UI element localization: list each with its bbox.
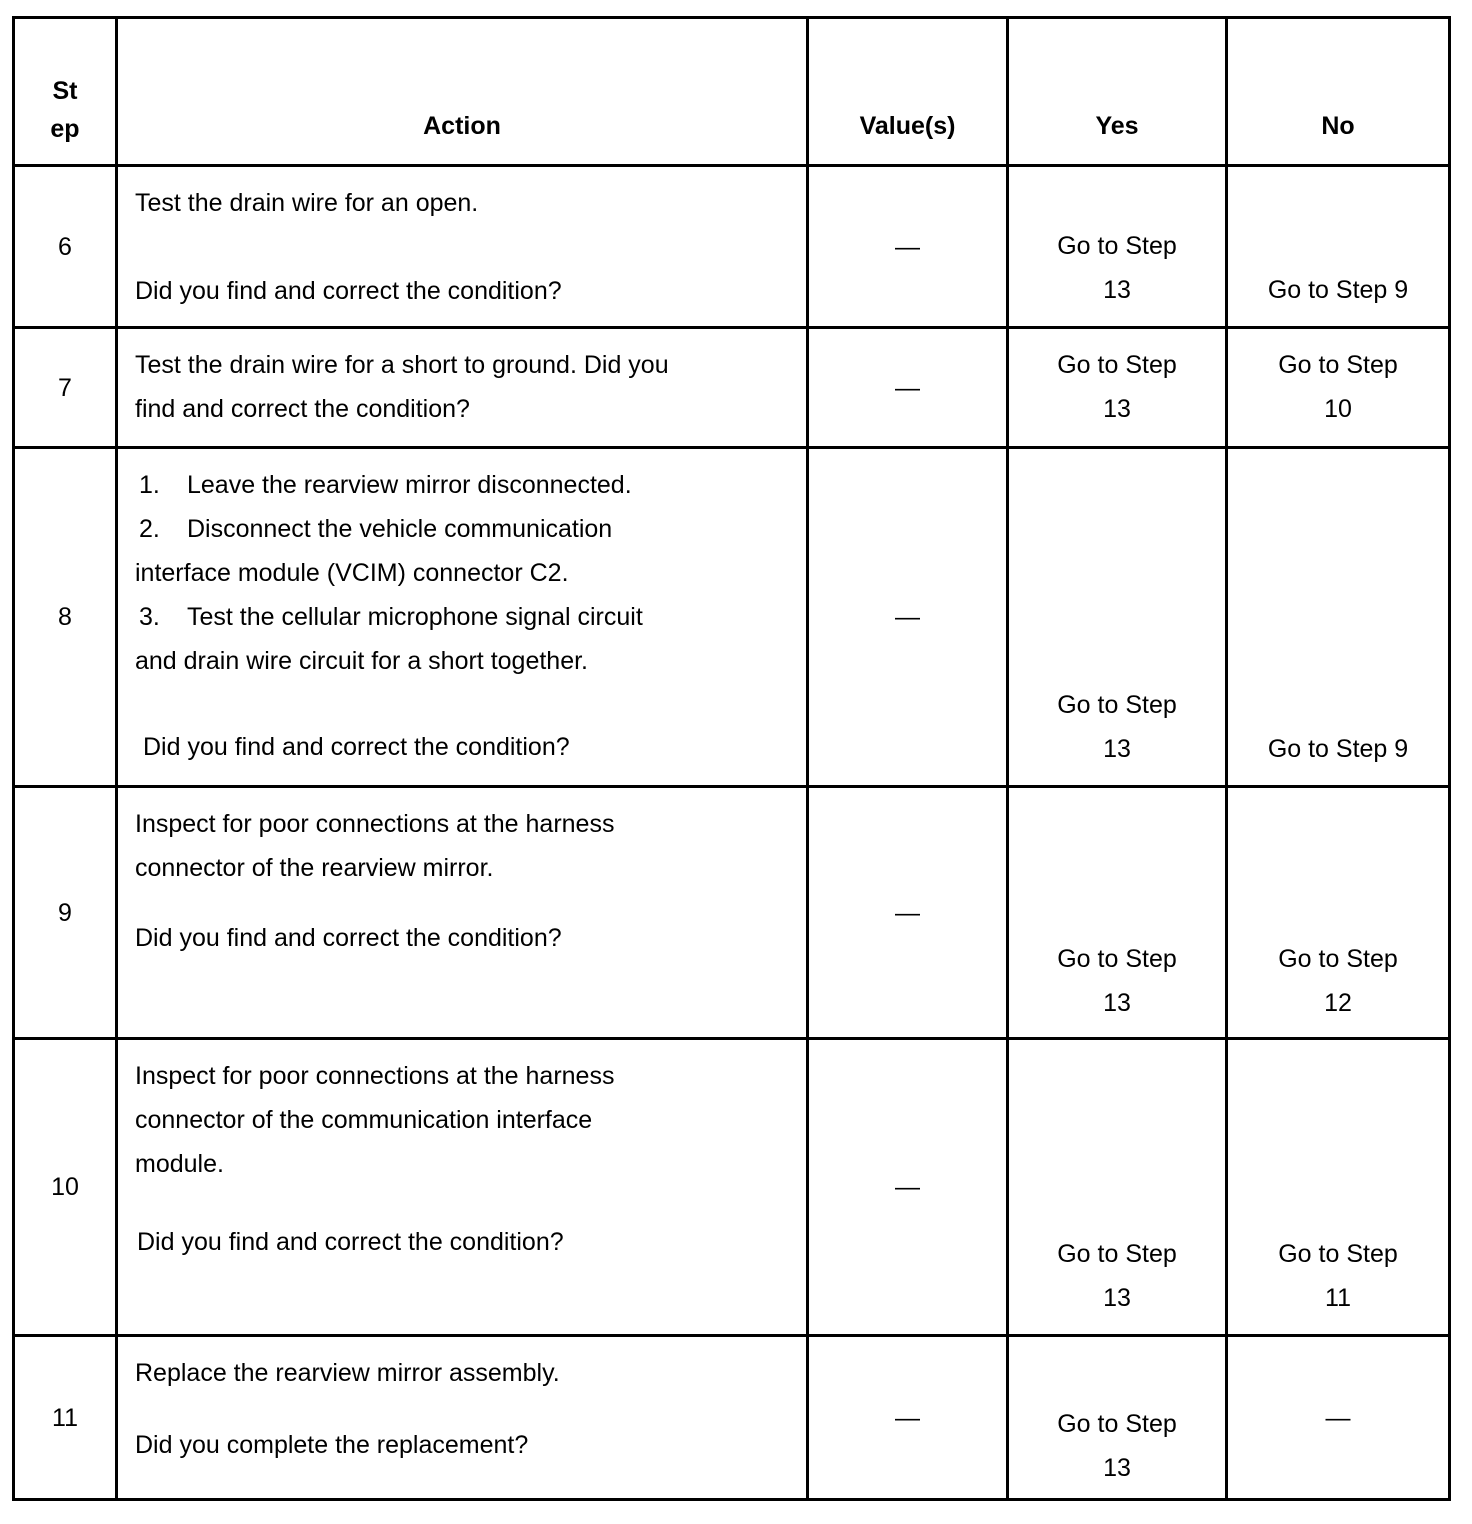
header-step: St ep <box>14 18 117 166</box>
table-row <box>14 1039 1450 1336</box>
action-cell: 1. Leave the rearview mirror disconnected. 2. Disconnect the vehicle communication interface module (VCIM) connector C2. 3. Test the cellular microphone signal circuit and drain wire circuit for a short together. Did you find and correct the condition? <box>117 448 808 787</box>
list-item: 2. Disconnect the vehicle communication <box>139 515 613 543</box>
value-cell: — <box>808 1039 1008 1336</box>
action-cell: Inspect for poor connections at the harness connector of the rearview mirror. Did you find and correct the condition? <box>117 787 808 1039</box>
no-cell: Go to Step 9 <box>1227 448 1450 787</box>
step-number: 9 <box>14 787 117 1039</box>
list-item: 1. Leave the rearview mirror disconnected. <box>139 471 632 499</box>
value-cell: — <box>808 448 1008 787</box>
table-row <box>14 787 1450 1039</box>
header-row <box>14 18 1450 166</box>
step-number: 6 <box>14 166 117 328</box>
value-cell: — <box>808 787 1008 1039</box>
table-row <box>14 448 1450 787</box>
yes-cell: Go to Step 13 <box>1008 448 1227 787</box>
action-cell: Inspect for poor connections at the harness connector of the communication interface module. Did you find and correct the condition? <box>117 1039 808 1336</box>
value-cell: — <box>808 328 1008 448</box>
header-action: Action <box>117 18 808 166</box>
header-yes: Yes <box>1008 18 1227 166</box>
action-cell: Replace the rearview mirror assembly. Did you complete the replacement? <box>117 1336 808 1500</box>
no-cell: — <box>1227 1336 1450 1500</box>
yes-cell: Go to Step 13 <box>1008 1039 1227 1336</box>
yes-cell: Go to Step 13 <box>1008 166 1227 328</box>
yes-cell: Go to Step 13 <box>1008 1336 1227 1500</box>
table-row <box>14 166 1450 328</box>
list-item: 3. Test the cellular microphone signal circuit <box>139 603 643 631</box>
step-number: 7 <box>14 328 117 448</box>
table-row <box>14 1336 1450 1500</box>
value-cell: — <box>808 166 1008 328</box>
step-number: 10 <box>14 1039 117 1336</box>
yes-cell: Go to Step 13 <box>1008 787 1227 1039</box>
diagnostic-table <box>12 16 1451 1501</box>
value-cell: — <box>808 1336 1008 1500</box>
yes-cell: Go to Step 13 <box>1008 328 1227 448</box>
action-cell: Test the drain wire for an open. Did you find and correct the condition? <box>117 166 808 328</box>
header-no: No <box>1227 18 1450 166</box>
no-cell: Go to Step 11 <box>1227 1039 1450 1336</box>
action-cell: Test the drain wire for a short to ground. Did you find and correct the condition? <box>117 328 808 448</box>
no-cell: Go to Step 12 <box>1227 787 1450 1039</box>
step-number: 8 <box>14 448 117 787</box>
no-cell: Go to Step 9 <box>1227 166 1450 328</box>
no-cell: Go to Step 10 <box>1227 328 1450 448</box>
table-row <box>14 328 1450 448</box>
header-value: Value(s) <box>808 18 1008 166</box>
step-number: 11 <box>14 1336 117 1500</box>
